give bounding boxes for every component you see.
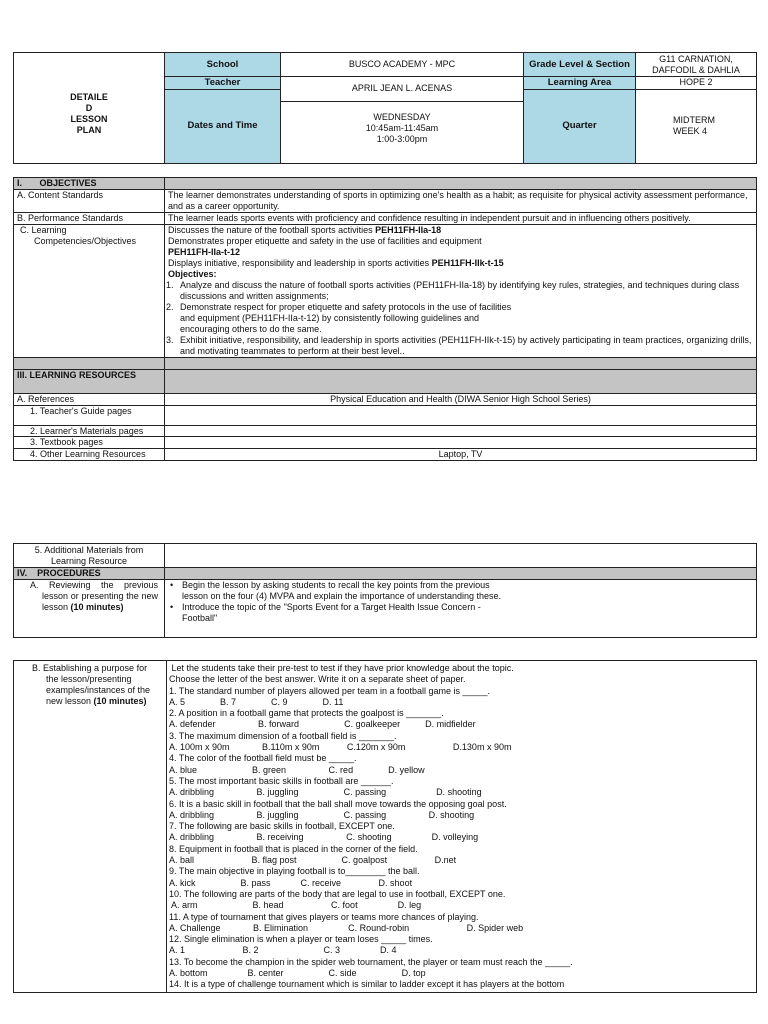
pretest-line: 6. It is a basic skill in football that the ball shall move towards the opposing goal post. <box>169 798 507 809</box>
pretest-line: 9. The main objective in playing football is to________ the ball. <box>169 866 420 877</box>
pretest-line: A. defender B. forward C. goalkeeper D. midfielder <box>169 719 476 730</box>
learners-materials-label: 2. Learner's Materials pages <box>14 425 165 437</box>
pretest-line: A. kick B. pass C. receive D. shoot <box>169 877 413 888</box>
pretest-line: A. 5 B. 7 C. 9 D. 11 <box>169 696 344 707</box>
purpose-label: B. Establishing a purpose for the lesson/presenting examples/instances of the new lesson (10 minutes) <box>14 661 167 993</box>
purpose-table <box>13 660 757 993</box>
review-bullet: • Introduce the topic of the "Sports Event for a Target Health Issue Concern - Football" <box>182 602 502 624</box>
pretest-line: A. 1 B. 2 C. 3 D. 4 <box>169 945 397 956</box>
pretest-line: A. dribbling B. juggling C. passing D. shooting <box>169 787 482 798</box>
pretest-line: A. dribbling B. receiving C. shooting D. volleying <box>169 832 479 843</box>
pretest-line: Let the students take their pre-test to test if they have prior knowledge about the topic. <box>169 663 514 673</box>
pretest-line: 11. A type of tournament that gives players or teams more chances of playing. <box>169 911 479 922</box>
pretest-line: 4. The color of the football field must be _____. <box>169 753 357 764</box>
references-label: A. References <box>14 393 165 405</box>
objective-item: 2. Demonstrate respect for proper etiquette and safety protocols in the use of facilities and equipment (PEH11FH-IIa-t-12) by consistently following guidelines and encouraging others to do the same. <box>166 301 512 334</box>
quarter-label: Quarter <box>524 89 636 163</box>
review-label: A. Reviewing the previous lesson or presenting the new lesson (10 minutes) <box>14 580 165 638</box>
pretest-line: Choose the letter of the best answer. Write it on a separate sheet of paper. <box>169 674 466 685</box>
objective-item: 3. Exhibit initiative, responsibility, and leadership in sports activities (PEH11FH-IIk-t-15) by actively participating in team practices, organizing drills, and motivating teammates to perform at their best level.. <box>166 334 752 356</box>
performance-standards-value: The learner leads sports events with proficiency and confidence resulting in independent pursuit and in influencing others positively. <box>165 212 757 224</box>
review-content <box>165 580 757 638</box>
pretest-line: 1. The standard number of players allowed per team in a football game is _____. <box>169 685 491 696</box>
pretest-line: A. 100m x 90m B.110m x 90m C.120m x 90m D.130m x 90m <box>169 742 512 753</box>
quarter-value: MIDTERM WEEK 4 <box>636 89 757 163</box>
pretest-line: 2. A position in a football game that protects the goalpost is _______. <box>169 708 444 719</box>
objectives-heading: I. OBJECTIVES <box>14 178 165 190</box>
pretest-line: 7. The following are basic skills in football, EXCEPT one. <box>169 821 395 832</box>
references-value: Physical Education and Health (DIWA Senior High School Series) <box>165 393 757 405</box>
objectives-table <box>13 177 757 461</box>
procedures-table <box>13 543 757 638</box>
grade-value: G11 CARNATION, DAFFODIL & DAHLIA <box>636 53 757 77</box>
school-label: School <box>165 53 281 77</box>
other-resources-label: 4. Other Learning Resources <box>14 449 165 461</box>
pretest-line: A. bottom B. center C. side D. top <box>169 968 426 979</box>
competencies-label: C. Learning Competencies/Objectives <box>14 224 165 357</box>
pretest-line: A. arm B. head C. foot D. leg <box>169 900 422 911</box>
dates-value: WEDNESDAY 10:45am-11:45am 1:00-3:00pm <box>281 101 524 163</box>
area-value: HOPE 2 <box>636 77 757 90</box>
pretest-line: 12. Single elimination is when a player or team loses _____ times. <box>169 934 433 945</box>
objective-item: 1. Analyze and discuss the nature of football sports activities (PEH11FH-IIa-18) by identifying key rules, strategies, and techniques during class discussions and written assignments; <box>166 279 740 301</box>
pretest-line: 3. The maximum dimension of a football field is _______. <box>169 730 397 741</box>
pretest-content <box>167 661 757 993</box>
pretest-line: 5. The most important basic skills in football are ______. <box>169 775 394 786</box>
pretest-line: A. dribbling B. juggling C. passing D. shooting <box>169 809 475 820</box>
area-label: Learning Area <box>524 77 636 90</box>
school-value: BUSCO ACADEMY - MPC <box>281 53 524 77</box>
header-table <box>13 52 757 164</box>
content-standards-label: A. Content Standards <box>14 190 165 213</box>
teacher-value: APRIL JEAN L. ACENAS <box>281 77 524 102</box>
resources-heading: III. LEARNING RESOURCES <box>14 369 165 393</box>
content-standards-value: The learner demonstrates understanding of sports in optimizing one's health as a habit; as requisite for physical activity assessment performance, and as a career opportunity. <box>165 190 757 213</box>
teacher-label: Teacher <box>165 77 281 90</box>
pretest-line: A. Challenge B. Elimination C. Round-robin D. Spider web <box>169 922 524 933</box>
procedures-heading: IV. PROCEDURES <box>14 568 165 580</box>
other-resources-value: Laptop, TV <box>165 449 757 461</box>
pretest-line: A. ball B. flag post C. goalpost D.net <box>169 855 457 866</box>
performance-standards-label: B. Performance Standards <box>14 212 165 224</box>
review-bullet: • Begin the lesson by asking students to recall the key points from the previous lesson on the four (4) MVPA and explain the importance of understanding these. <box>182 580 502 602</box>
pretest-line: 13. To become the champion in the spider web tournament, the player or team must reach the _____. <box>169 956 573 967</box>
competencies-value: Discusses the nature of the football sports activities PEH11FH-IIa-18 Demonstrates proper etiquette and safety in the use of facilities and equipment PEH11FH-IIa-t-12 Displays initiative, responsibility and leadership in sports activities PEH11FH-IIk-t-15 Objectives: 1. Analyze and discuss the nature of football sports activities (PEH11FH-IIa-18) by identifying key rules, strategies, and techniques during class discussions and written assignments; 2. Demonstrate respect for proper etiquette and safety protocols in the use of facilities and equipment (PEH11FH-IIa-t-12) by consistently following guidelines and encouraging others to do the same. 3. Exhibit initiative, responsibility, and leadership in sports activities (PEH11FH-IIk-t-15) by actively participating in team practices, organizing drills, and motivating teammates to perform at their best level.. <box>165 224 757 357</box>
pretest-line: A. blue B. green C. red D. yellow <box>169 764 425 775</box>
plan-title: DETAILE D LESSON PLAN <box>14 53 165 164</box>
pretest-line: 14. It is a type of challenge tournament which is similar to ladder except it has players at the bottom <box>169 979 565 990</box>
pretest-line: 10. The following are parts of the body that are legal to use in football, EXCEPT one. <box>169 888 506 899</box>
grade-label: Grade Level & Section <box>524 53 636 77</box>
pretest-line: 8. Equipment in football that is placed in the corner of the field. <box>169 843 418 854</box>
additional-materials-label: 5. Additional Materials from Learning Resource <box>14 544 165 568</box>
dates-label: Dates and Time <box>165 89 281 163</box>
textbook-label: 3. Textbook pages <box>14 437 165 449</box>
teachers-guide-label: 1. Teacher's Guide pages <box>14 405 165 425</box>
